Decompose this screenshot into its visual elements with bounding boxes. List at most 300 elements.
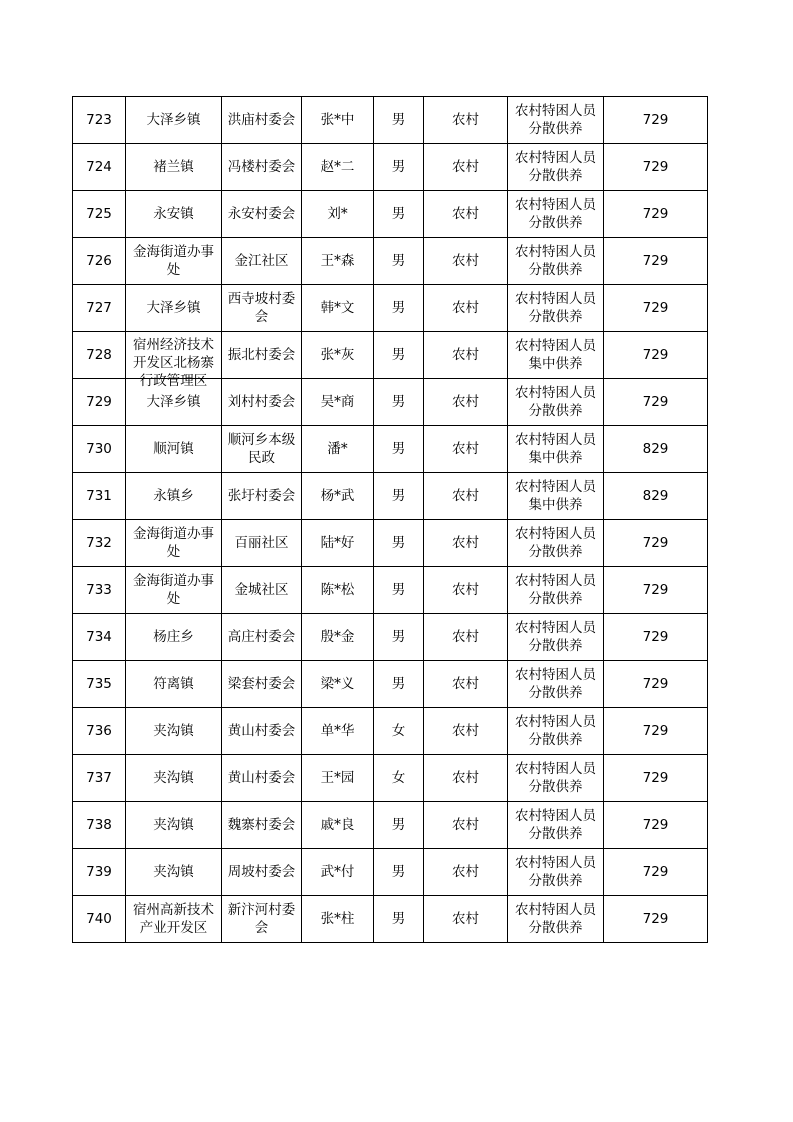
gender-cell bbox=[374, 661, 424, 708]
table-row bbox=[73, 97, 708, 144]
category-cell-text: 农村特困人员分散供养 bbox=[515, 667, 596, 701]
amount-cell-text: 729 bbox=[642, 864, 669, 880]
township-cell-text: 夹沟镇 bbox=[153, 817, 194, 833]
amount-cell-text: 729 bbox=[642, 300, 669, 316]
township-cell-text: 夹沟镇 bbox=[153, 770, 194, 786]
category-cell bbox=[508, 520, 604, 567]
gender-cell-text: 女 bbox=[391, 770, 406, 786]
category-cell bbox=[508, 191, 604, 238]
row-number-text: 738 bbox=[86, 817, 112, 833]
village-cell bbox=[222, 238, 302, 285]
name-cell bbox=[302, 191, 374, 238]
township-cell bbox=[126, 473, 222, 520]
category-cell-text: 农村特困人员分散供养 bbox=[515, 385, 596, 419]
name-cell bbox=[302, 332, 374, 379]
area-cell-text: 农村 bbox=[452, 441, 479, 457]
township-cell bbox=[126, 849, 222, 896]
name-cell-text: 刘* bbox=[327, 206, 348, 222]
name-cell-text: 潘* bbox=[327, 441, 348, 457]
township-cell bbox=[126, 426, 222, 473]
gender-cell bbox=[374, 755, 424, 802]
name-cell-text: 梁*义 bbox=[320, 676, 355, 692]
area-cell-text: 农村 bbox=[452, 770, 479, 786]
category-cell bbox=[508, 802, 604, 849]
table-row bbox=[73, 661, 708, 708]
table-row bbox=[73, 238, 708, 285]
table-body bbox=[73, 97, 708, 943]
name-cell bbox=[302, 285, 374, 332]
name-cell bbox=[302, 614, 374, 661]
row-number-text: 725 bbox=[86, 206, 112, 222]
amount-cell-text: 729 bbox=[642, 770, 669, 786]
area-cell-text: 农村 bbox=[452, 347, 479, 363]
village-cell bbox=[222, 849, 302, 896]
row-number bbox=[73, 285, 126, 332]
village-cell-text: 百丽社区 bbox=[234, 535, 289, 551]
township-cell-text: 大泽乡镇 bbox=[146, 394, 201, 410]
township-cell bbox=[126, 802, 222, 849]
area-cell bbox=[424, 567, 508, 614]
amount-cell-text: 729 bbox=[642, 676, 669, 692]
gender-cell bbox=[374, 426, 424, 473]
name-cell bbox=[302, 661, 374, 708]
category-cell-text: 农村特困人员分散供养 bbox=[515, 620, 596, 654]
township-cell-text: 褚兰镇 bbox=[153, 159, 194, 175]
village-cell bbox=[222, 755, 302, 802]
amount-cell bbox=[604, 285, 708, 332]
category-cell-text: 农村特困人员分散供养 bbox=[515, 855, 596, 889]
gender-cell bbox=[374, 97, 424, 144]
township-cell-text: 金海街道办事处 bbox=[133, 573, 214, 607]
row-number-text: 735 bbox=[86, 676, 112, 692]
village-cell-text: 魏寨村委会 bbox=[227, 817, 296, 833]
village-cell bbox=[222, 614, 302, 661]
amount-cell bbox=[604, 614, 708, 661]
area-cell bbox=[424, 802, 508, 849]
area-cell bbox=[424, 614, 508, 661]
gender-cell bbox=[374, 332, 424, 379]
village-cell bbox=[222, 144, 302, 191]
area-cell-text: 农村 bbox=[452, 488, 479, 504]
township-cell bbox=[126, 896, 222, 943]
table-row bbox=[73, 802, 708, 849]
area-cell-text: 农村 bbox=[452, 911, 479, 927]
amount-cell-text: 729 bbox=[642, 253, 669, 269]
row-number bbox=[73, 755, 126, 802]
township-cell-text: 大泽乡镇 bbox=[146, 112, 201, 128]
row-number-text: 729 bbox=[86, 394, 112, 410]
name-cell bbox=[302, 896, 374, 943]
name-cell-text: 王*森 bbox=[320, 253, 355, 269]
relief-recipient-table bbox=[72, 96, 708, 943]
category-cell-text: 农村特困人员分散供养 bbox=[515, 291, 596, 325]
area-cell bbox=[424, 332, 508, 379]
amount-cell bbox=[604, 144, 708, 191]
gender-cell bbox=[374, 896, 424, 943]
village-cell-text: 张圩村委会 bbox=[227, 488, 296, 504]
table-row bbox=[73, 520, 708, 567]
township-cell bbox=[126, 614, 222, 661]
category-cell bbox=[508, 426, 604, 473]
amount-cell-text: 729 bbox=[642, 582, 669, 598]
area-cell-text: 农村 bbox=[452, 629, 479, 645]
category-cell bbox=[508, 473, 604, 520]
village-cell bbox=[222, 191, 302, 238]
village-cell-text: 振北村委会 bbox=[227, 347, 296, 363]
village-cell-text: 洪庙村委会 bbox=[227, 112, 296, 128]
gender-cell-text: 男 bbox=[391, 441, 406, 457]
gender-cell-text: 男 bbox=[391, 159, 406, 175]
gender-cell-text: 男 bbox=[391, 535, 406, 551]
category-cell bbox=[508, 755, 604, 802]
category-cell bbox=[508, 379, 604, 426]
township-cell bbox=[126, 708, 222, 755]
area-cell-text: 农村 bbox=[452, 394, 479, 410]
row-number bbox=[73, 144, 126, 191]
name-cell bbox=[302, 802, 374, 849]
table-row bbox=[73, 191, 708, 238]
gender-cell bbox=[374, 520, 424, 567]
amount-cell-text: 729 bbox=[642, 723, 669, 739]
category-cell bbox=[508, 614, 604, 661]
name-cell-text: 韩*文 bbox=[320, 300, 355, 316]
amount-cell-text: 729 bbox=[642, 394, 669, 410]
category-cell bbox=[508, 661, 604, 708]
row-number-text: 740 bbox=[86, 911, 112, 927]
category-cell bbox=[508, 332, 604, 379]
village-cell bbox=[222, 97, 302, 144]
amount-cell bbox=[604, 97, 708, 144]
township-cell-text: 金海街道办事处 bbox=[133, 244, 214, 278]
table-row bbox=[73, 708, 708, 755]
village-cell-text: 永安村委会 bbox=[227, 206, 296, 222]
amount-cell bbox=[604, 473, 708, 520]
row-number-text: 727 bbox=[86, 300, 112, 316]
gender-cell-text: 男 bbox=[391, 394, 406, 410]
category-cell bbox=[508, 896, 604, 943]
area-cell-text: 农村 bbox=[452, 864, 479, 880]
category-cell-text: 农村特困人员分散供养 bbox=[515, 714, 596, 748]
village-cell-text: 金江社区 bbox=[234, 253, 289, 269]
name-cell-text: 赵*二 bbox=[320, 159, 355, 175]
area-cell-text: 农村 bbox=[452, 582, 479, 598]
village-cell bbox=[222, 285, 302, 332]
row-number-text: 739 bbox=[86, 864, 112, 880]
gender-cell-text: 男 bbox=[391, 347, 406, 363]
area-cell bbox=[424, 191, 508, 238]
name-cell-text: 张*灰 bbox=[320, 347, 355, 363]
category-cell bbox=[508, 238, 604, 285]
name-cell-text: 张*中 bbox=[320, 112, 355, 128]
township-cell bbox=[126, 755, 222, 802]
row-number bbox=[73, 97, 126, 144]
name-cell bbox=[302, 708, 374, 755]
gender-cell bbox=[374, 285, 424, 332]
amount-cell bbox=[604, 238, 708, 285]
table-row bbox=[73, 473, 708, 520]
row-number-text: 732 bbox=[86, 535, 112, 551]
category-cell-text: 农村特困人员分散供养 bbox=[515, 573, 596, 607]
row-number-text: 726 bbox=[86, 253, 112, 269]
township-cell-text: 夹沟镇 bbox=[153, 864, 194, 880]
township-cell bbox=[126, 332, 222, 389]
township-cell bbox=[126, 238, 222, 285]
township-cell-text: 杨庄乡 bbox=[153, 629, 194, 645]
row-number-text: 723 bbox=[86, 112, 112, 128]
area-cell-text: 农村 bbox=[452, 535, 479, 551]
township-cell bbox=[126, 520, 222, 567]
name-cell bbox=[302, 144, 374, 191]
amount-cell bbox=[604, 849, 708, 896]
area-cell-text: 农村 bbox=[452, 206, 479, 222]
amount-cell bbox=[604, 755, 708, 802]
category-cell-text: 农村特困人员分散供养 bbox=[515, 150, 596, 184]
amount-cell-text: 729 bbox=[642, 817, 669, 833]
category-cell bbox=[508, 97, 604, 144]
gender-cell bbox=[374, 567, 424, 614]
gender-cell-text: 男 bbox=[391, 112, 406, 128]
township-cell-text: 永镇乡 bbox=[153, 488, 194, 504]
category-cell-text: 农村特困人员集中供养 bbox=[515, 338, 596, 372]
amount-cell bbox=[604, 379, 708, 426]
area-cell-text: 农村 bbox=[452, 300, 479, 316]
amount-cell-text: 829 bbox=[642, 488, 669, 504]
category-cell-text: 农村特困人员集中供养 bbox=[515, 432, 596, 466]
area-cell bbox=[424, 849, 508, 896]
township-cell bbox=[126, 661, 222, 708]
village-cell bbox=[222, 802, 302, 849]
amount-cell-text: 729 bbox=[642, 206, 669, 222]
category-cell bbox=[508, 708, 604, 755]
category-cell-text: 农村特困人员集中供养 bbox=[515, 479, 596, 513]
area-cell-text: 农村 bbox=[452, 112, 479, 128]
township-cell-text: 夹沟镇 bbox=[153, 723, 194, 739]
township-cell-text: 永安镇 bbox=[153, 206, 194, 222]
gender-cell-text: 男 bbox=[391, 300, 406, 316]
category-cell bbox=[508, 285, 604, 332]
area-cell bbox=[424, 285, 508, 332]
gender-cell bbox=[374, 144, 424, 191]
village-cell bbox=[222, 379, 302, 426]
amount-cell-text: 729 bbox=[642, 629, 669, 645]
name-cell-text: 张*柱 bbox=[320, 911, 355, 927]
township-cell bbox=[126, 144, 222, 191]
township-cell bbox=[126, 285, 222, 332]
area-cell bbox=[424, 97, 508, 144]
village-cell-text: 周坡村委会 bbox=[227, 864, 296, 880]
row-number bbox=[73, 426, 126, 473]
gender-cell-text: 女 bbox=[391, 723, 406, 739]
gender-cell-text: 男 bbox=[391, 629, 406, 645]
township-cell-text: 大泽乡镇 bbox=[146, 300, 201, 316]
township-cell bbox=[126, 97, 222, 144]
village-cell bbox=[222, 896, 302, 943]
name-cell-text: 杨*武 bbox=[320, 488, 355, 504]
row-number bbox=[73, 896, 126, 943]
row-number bbox=[73, 191, 126, 238]
row-number bbox=[73, 849, 126, 896]
amount-cell-text: 729 bbox=[642, 347, 669, 363]
area-cell bbox=[424, 520, 508, 567]
village-cell-text: 冯楼村委会 bbox=[227, 159, 296, 175]
name-cell bbox=[302, 567, 374, 614]
row-number bbox=[73, 802, 126, 849]
amount-cell bbox=[604, 191, 708, 238]
row-number bbox=[73, 332, 126, 379]
amount-cell bbox=[604, 332, 708, 379]
amount-cell bbox=[604, 426, 708, 473]
amount-cell bbox=[604, 567, 708, 614]
gender-cell bbox=[374, 849, 424, 896]
name-cell bbox=[302, 849, 374, 896]
row-number-text: 736 bbox=[86, 723, 112, 739]
village-cell bbox=[222, 708, 302, 755]
name-cell bbox=[302, 238, 374, 285]
category-cell bbox=[508, 144, 604, 191]
table-row bbox=[73, 144, 708, 191]
village-cell-text: 黄山村委会 bbox=[227, 770, 296, 786]
area-cell bbox=[424, 379, 508, 426]
row-number bbox=[73, 614, 126, 661]
gender-cell bbox=[374, 802, 424, 849]
area-cell bbox=[424, 708, 508, 755]
township-cell-text: 金海街道办事处 bbox=[133, 526, 214, 560]
gender-cell-text: 男 bbox=[391, 582, 406, 598]
name-cell bbox=[302, 379, 374, 426]
row-number-text: 724 bbox=[86, 159, 112, 175]
table-row bbox=[73, 332, 708, 379]
name-cell bbox=[302, 426, 374, 473]
row-number-text: 728 bbox=[86, 347, 112, 363]
village-cell bbox=[222, 426, 302, 473]
village-cell-text: 西寺坡村委会 bbox=[227, 291, 296, 325]
amount-cell-text: 729 bbox=[642, 535, 669, 551]
table-row bbox=[73, 755, 708, 802]
gender-cell bbox=[374, 379, 424, 426]
township-cell-text: 宿州高新技术产业开发区 bbox=[133, 902, 214, 936]
amount-cell bbox=[604, 802, 708, 849]
name-cell-text: 吴*商 bbox=[320, 394, 355, 410]
category-cell-text: 农村特困人员分散供养 bbox=[515, 103, 596, 137]
name-cell-text: 殷*金 bbox=[320, 629, 355, 645]
row-number bbox=[73, 520, 126, 567]
row-number bbox=[73, 473, 126, 520]
table-row bbox=[73, 896, 708, 943]
gender-cell-text: 男 bbox=[391, 911, 406, 927]
row-number-text: 737 bbox=[86, 770, 112, 786]
area-cell-text: 农村 bbox=[452, 676, 479, 692]
gender-cell-text: 男 bbox=[391, 253, 406, 269]
village-cell-text: 金城社区 bbox=[234, 582, 289, 598]
category-cell-text: 农村特困人员分散供养 bbox=[515, 761, 596, 795]
village-cell-text: 黄山村委会 bbox=[227, 723, 296, 739]
gender-cell bbox=[374, 473, 424, 520]
amount-cell bbox=[604, 520, 708, 567]
category-cell-text: 农村特困人员分散供养 bbox=[515, 526, 596, 560]
village-cell bbox=[222, 661, 302, 708]
amount-cell bbox=[604, 708, 708, 755]
table-row bbox=[73, 567, 708, 614]
area-cell bbox=[424, 755, 508, 802]
table-row bbox=[73, 285, 708, 332]
area-cell-text: 农村 bbox=[452, 159, 479, 175]
amount-cell bbox=[604, 661, 708, 708]
table-row bbox=[73, 849, 708, 896]
area-cell bbox=[424, 238, 508, 285]
name-cell bbox=[302, 755, 374, 802]
village-cell bbox=[222, 473, 302, 520]
category-cell-text: 农村特困人员分散供养 bbox=[515, 244, 596, 278]
gender-cell bbox=[374, 238, 424, 285]
name-cell-text: 戚*良 bbox=[320, 817, 355, 833]
row-number-text: 731 bbox=[86, 488, 112, 504]
village-cell-text: 新汴河村委会 bbox=[227, 902, 296, 936]
name-cell bbox=[302, 97, 374, 144]
gender-cell-text: 男 bbox=[391, 864, 406, 880]
category-cell bbox=[508, 567, 604, 614]
table-row bbox=[73, 614, 708, 661]
area-cell bbox=[424, 896, 508, 943]
table-row bbox=[73, 426, 708, 473]
row-number bbox=[73, 379, 126, 426]
village-cell-text: 高庄村委会 bbox=[227, 629, 296, 645]
village-cell bbox=[222, 332, 302, 379]
category-cell-text: 农村特困人员分散供养 bbox=[515, 197, 596, 231]
area-cell-text: 农村 bbox=[452, 723, 479, 739]
name-cell-text: 王*园 bbox=[320, 770, 355, 786]
gender-cell-text: 男 bbox=[391, 676, 406, 692]
gender-cell-text: 男 bbox=[391, 817, 406, 833]
name-cell-text: 单*华 bbox=[320, 723, 355, 739]
gender-cell-text: 男 bbox=[391, 206, 406, 222]
amount-cell-text: 829 bbox=[642, 441, 669, 457]
row-number bbox=[73, 567, 126, 614]
area-cell bbox=[424, 473, 508, 520]
township-cell bbox=[126, 191, 222, 238]
area-cell-text: 农村 bbox=[452, 817, 479, 833]
township-cell-text: 宿州经济技术开发区北杨寨行政管理区 bbox=[133, 337, 214, 389]
row-number-text: 734 bbox=[86, 629, 112, 645]
category-cell-text: 农村特困人员分散供养 bbox=[515, 902, 596, 936]
township-cell-text: 符离镇 bbox=[153, 676, 194, 692]
amount-cell-text: 729 bbox=[642, 159, 669, 175]
area-cell bbox=[424, 661, 508, 708]
village-cell bbox=[222, 520, 302, 567]
village-cell-text: 顺河乡本级民政 bbox=[227, 432, 296, 466]
category-cell-text: 农村特困人员分散供养 bbox=[515, 808, 596, 842]
area-cell-text: 农村 bbox=[452, 253, 479, 269]
name-cell bbox=[302, 520, 374, 567]
amount-cell-text: 729 bbox=[642, 112, 669, 128]
village-cell-text: 刘村村委会 bbox=[227, 394, 296, 410]
name-cell-text: 陈*松 bbox=[320, 582, 355, 598]
village-cell-text: 梁套村委会 bbox=[227, 676, 296, 692]
row-number bbox=[73, 661, 126, 708]
gender-cell-text: 男 bbox=[391, 488, 406, 504]
row-number bbox=[73, 238, 126, 285]
amount-cell-text: 729 bbox=[642, 911, 669, 927]
township-cell-text: 顺河镇 bbox=[153, 441, 194, 457]
name-cell bbox=[302, 473, 374, 520]
area-cell bbox=[424, 144, 508, 191]
name-cell-text: 陆*好 bbox=[320, 535, 355, 551]
village-cell bbox=[222, 567, 302, 614]
name-cell-text: 武*付 bbox=[320, 864, 355, 880]
row-number-text: 733 bbox=[86, 582, 112, 598]
row-number-text: 730 bbox=[86, 441, 112, 457]
amount-cell bbox=[604, 896, 708, 943]
row-number bbox=[73, 708, 126, 755]
